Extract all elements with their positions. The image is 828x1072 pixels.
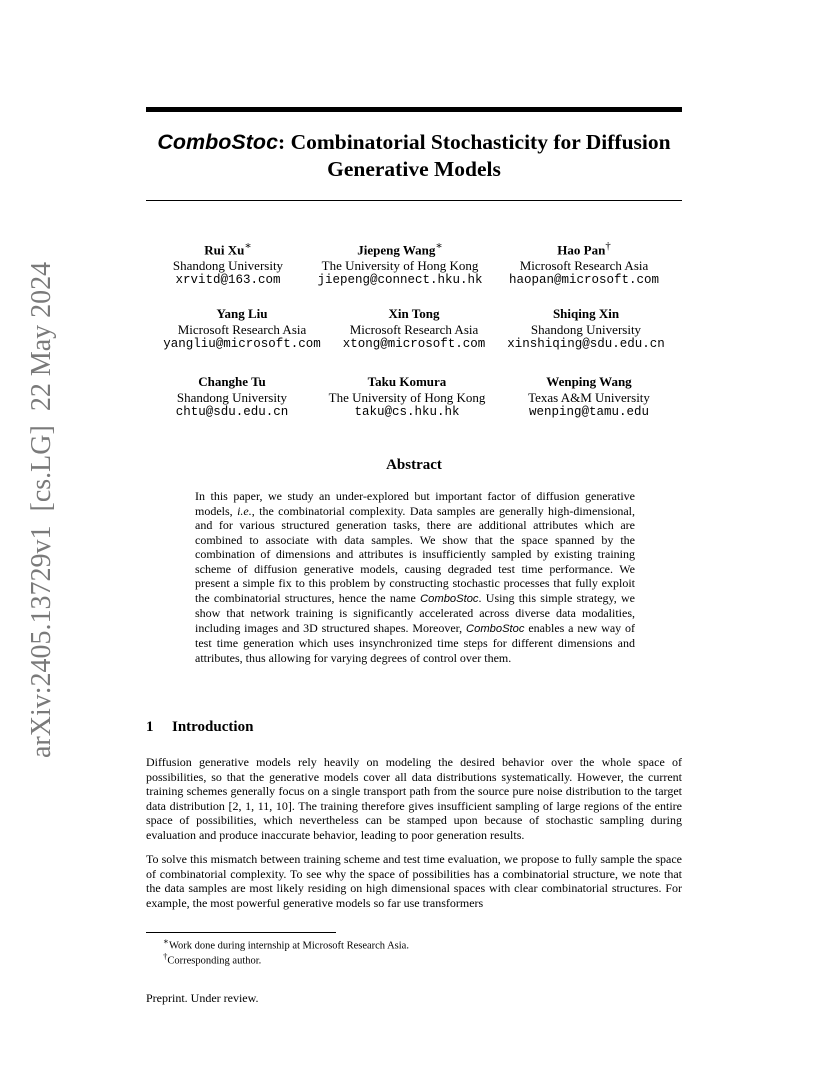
section-heading — [146, 719, 253, 736]
author-name: Changhe Tu — [198, 374, 266, 389]
author-affiliation: Shandong University — [176, 389, 288, 405]
author-block — [484, 239, 684, 289]
author-affiliation: The University of Hong Kong — [328, 389, 486, 405]
author-name: Taku Komura — [367, 374, 447, 389]
author-name: Hao Pan — [557, 242, 606, 258]
author-block — [300, 239, 500, 289]
author-affiliation: Microsoft Research Asia — [519, 257, 649, 273]
author-name: Wenping Wang — [546, 374, 632, 389]
title-emphasis: ComboStoc — [157, 130, 279, 154]
author-block — [128, 239, 328, 289]
author-mark: ∗ — [435, 240, 443, 252]
title-top-rule — [146, 107, 682, 112]
author-block — [314, 306, 514, 353]
author-affiliation: Texas A&M University — [528, 389, 650, 405]
author-block — [307, 374, 507, 421]
author-name: Rui Xu — [204, 242, 245, 258]
preprint-note: Preprint. Under review. — [146, 991, 259, 1005]
abstract-text: enables a new way of test time generation which uses insynchronized time steps for different dimensions and attributes, thus allowing for varying degrees of control over them. — [195, 620, 635, 665]
author-name: Xin Tong — [388, 306, 440, 321]
author-block — [142, 306, 342, 353]
title-line2: Generative Models — [327, 157, 501, 181]
title-bottom-rule — [146, 200, 682, 201]
abstract-body — [195, 489, 635, 665]
abstract-heading: Abstract — [386, 457, 442, 473]
author-mark: † — [605, 240, 611, 252]
author-affiliation: Shandong University — [172, 257, 284, 273]
abstract-text: , the combinatorial complexity. Data samples are generally high-dimensional, and for various structured generation tasks, there are additional attributes which are combined to associate with data samples. We show that the space spanned by the combination of dimensions and attributes is insufficiently sampled by existing training scheme of diffusion generative models, causing degraded test time performance. We present a simple fix to this problem by constructing stochastic processes that fully exploit the combinatorial structures, hence the name — [195, 503, 635, 605]
author-email: jiepeng@connect.hku.hk — [317, 273, 483, 288]
author-email: yangliu@microsoft.com — [163, 337, 321, 351]
author-email: haopan@microsoft.com — [508, 273, 660, 288]
author-block — [132, 374, 332, 421]
author-affiliation: Microsoft Research Asia — [349, 321, 479, 337]
body-paragraph: Diffusion generative models rely heavily on modeling the desired behavior over the whole space of possibilities, so that the generative models cover all data distributions systematically. However, the current training schemes generally focus on a single transport path from the source pure noise distribution to the target data distribution [2, 1, 11, 10]. The training therefore gives insufficient sampling of large regions of the entire space of possibilities, which nevertheless can be stamped upon because of stochastic sampling during evaluation and produce inaccurate behavior, leading to poor generation results. — [146, 755, 682, 842]
abstract-ie: i.e. — [237, 503, 252, 518]
footnote-mark: † — [163, 951, 168, 961]
section-title: Introduction — [172, 719, 254, 735]
author-email: chtu@sdu.edu.cn — [175, 405, 289, 419]
abstract-text: In this paper, we study an under-explored but important factor of diffusion generative models, — [195, 489, 635, 518]
author-name: Yang Liu — [216, 306, 268, 321]
arxiv-stamp-text: arXiv:2405.13729v1 [cs.LG] 22 May 2024 — [26, 261, 57, 758]
footnote-text: Work done during internship at Microsoft Research Asia. — [168, 940, 409, 952]
author-email: xrvitd@163.com — [175, 273, 281, 288]
footnote-rule — [146, 932, 336, 933]
author-email: xtong@microsoft.com — [342, 337, 486, 351]
author-name: Jiepeng Wang — [357, 242, 436, 258]
author-block — [489, 374, 689, 421]
section-number: 1 — [146, 719, 154, 735]
author-mark: ∗ — [244, 240, 252, 252]
author-email: xinshiqing@sdu.edu.cn — [507, 337, 665, 351]
footnote-text: Corresponding author. — [167, 955, 262, 967]
arxiv-stamp — [14, 260, 62, 760]
author-name: Shiqing Xin — [552, 306, 620, 321]
title-line1: : Combinatorial Stochasticity for Diffusion — [278, 130, 671, 154]
abstract-text: . Using this simple strategy, we show that network training is significantly accelerated across diverse data modalities, including images and 3D structured shapes. Moreover, — [195, 590, 635, 635]
paper-title — [146, 129, 682, 183]
author-affiliation: Shandong University — [530, 321, 642, 337]
author-affiliation: The University of Hong Kong — [321, 257, 479, 273]
abstract-method-name: ComboStoc — [466, 622, 525, 635]
author-email: taku@cs.hku.hk — [354, 405, 460, 419]
body-paragraph: To solve this mismatch between training scheme and test time evaluation, we propose to fully sample the space of combinatorial complexity. To see why the space of possibilities has a combinatorial structure, we note that the data samples are most likely residing on high dimensional spaces with clear combinatorial structures. For example, the most powerful generative models so far use transformers — [146, 852, 682, 910]
footnote-mark: ∗ — [163, 936, 169, 946]
abstract-method-name: ComboStoc — [420, 592, 479, 605]
author-affiliation: Microsoft Research Asia — [177, 321, 307, 337]
footnote — [163, 950, 261, 968]
author-block — [486, 306, 686, 353]
author-email: wenping@tamu.edu — [528, 405, 650, 419]
